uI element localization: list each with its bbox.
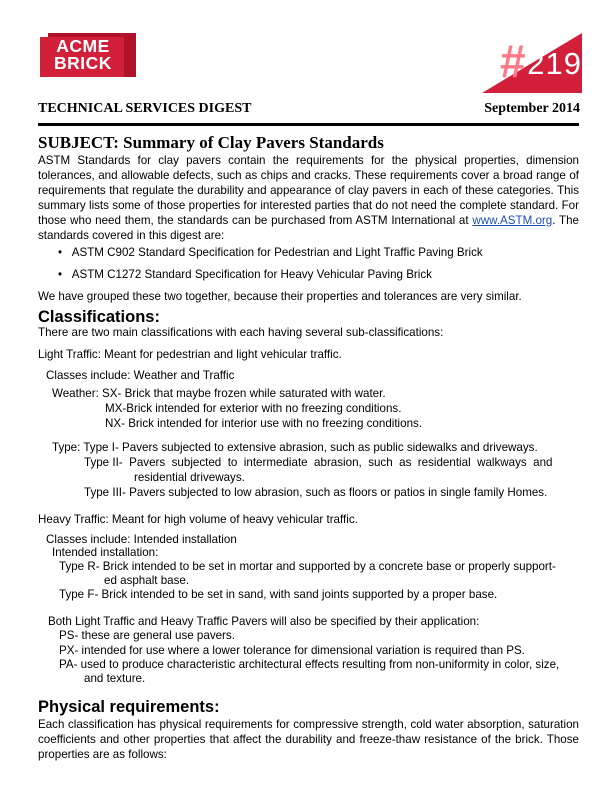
logo-text — [42, 38, 124, 72]
logo-line-1: ACME — [56, 36, 110, 56]
intro-paragraph — [38, 153, 579, 243]
intro-text-end: . The standards covered in this digest are: — [38, 214, 579, 242]
heavy-traffic: Heavy Traffic: Meant for high volume of heavy vehicular traffic. — [38, 513, 358, 526]
classifications-intro: There are two main classifications with each having several sub-classifications: — [38, 326, 444, 339]
ps: PS- these are general use pavers. — [59, 629, 235, 642]
type-2-cont: residential driveways. — [134, 471, 245, 484]
type-1: Type: Type I- Pavers subjected to extensive abrasion, such as public sidewalks and driveways. — [52, 441, 538, 454]
type-f: Type F- Brick intended to be set in sand, with sand joints supported by a proper base. — [59, 588, 498, 601]
logo-line-2: BRICK — [54, 53, 112, 73]
astm-link[interactable]: www.ASTM.org — [472, 214, 553, 227]
standard-c902: ASTM C902 Standard Specification for Pedestrian and Light Traffic Paving Brick — [71, 246, 483, 259]
weather-mx: MX-Brick intended for exterior with no freezing conditions. — [105, 402, 402, 415]
type-3: Type III- Pavers subjected to low abrasion, such as floors or patios in single family Homes. — [84, 486, 548, 499]
subject-title: SUBJECT: Summary of Clay Pavers Standards — [38, 133, 384, 152]
digest-date: September 2014 — [484, 101, 580, 116]
intended-installation: Intended installation: — [52, 546, 159, 559]
grouped-note: We have grouped these two together, because their properties and tolerances are very similar. — [38, 290, 522, 303]
light-classes: Classes include: Weather and Traffic — [46, 369, 235, 382]
light-traffic: Light Traffic: Meant for pedestrian and light vehicular traffic. — [38, 348, 342, 361]
weather-sx: Weather: SX- Brick that maybe frozen while saturated with water. — [52, 387, 386, 400]
px: PX- intended for use where a lower tolerance for dimensional variation is required than PS. — [59, 644, 525, 657]
type-r-cont: ed asphalt base. — [104, 574, 190, 587]
standard-c1272: ASTM C1272 Standard Specification for Heavy Vehicular Paving Brick — [71, 268, 432, 281]
physical-paragraph: Each classification has physical requirements for compressive strength, cold water absorption, saturation coefficients and other properties that affect the durability and freeze-thaw resistance of the brick. Those properties are as follows: — [38, 718, 579, 761]
header-divider — [38, 123, 579, 126]
weather-nx: NX- Brick intended for interior use with no freezing conditions. — [105, 417, 423, 430]
classifications-heading: Classifications: — [38, 308, 160, 326]
heavy-classes: Classes include: Intended installation — [46, 533, 237, 546]
type-2: Type II- Pavers subjected to intermediate abrasion, such as residential walkways and — [84, 456, 553, 469]
bullet-icon: • — [58, 246, 63, 259]
intro-text: ASTM Standards for clay pavers contain the requirements for the physical properties, dimension tolerances, and allowable defects, such as chips and cracks. These requirements cover a broad range of requirements that regulate the durability and appearance of clay pavers in each of these categories. This summary lists some of those properties for interested parties that do not need the complete standard. For those who need them, the standards can be purchased from ASTM International at — [38, 154, 579, 227]
hash-icon: # — [500, 35, 526, 87]
issue-number: 219 — [527, 46, 582, 81]
list-item — [58, 267, 432, 282]
pa: PA- used to produce characteristic architectural effects resulting from non-uniformity in color, size, — [59, 658, 560, 671]
pa-cont: and texture. — [84, 672, 146, 685]
physical-heading: Physical requirements: — [38, 698, 220, 716]
list-item — [58, 245, 483, 260]
type-r: Type R- Brick intended to be set in mortar and supported by a concrete base or properly support- — [59, 560, 556, 573]
both-note: Both Light Traffic and Heavy Traffic Pavers will also be specified by their application: — [48, 615, 480, 628]
bullet-icon: • — [58, 268, 63, 281]
digest-title: TECHNICAL SERVICES DIGEST — [38, 101, 252, 116]
